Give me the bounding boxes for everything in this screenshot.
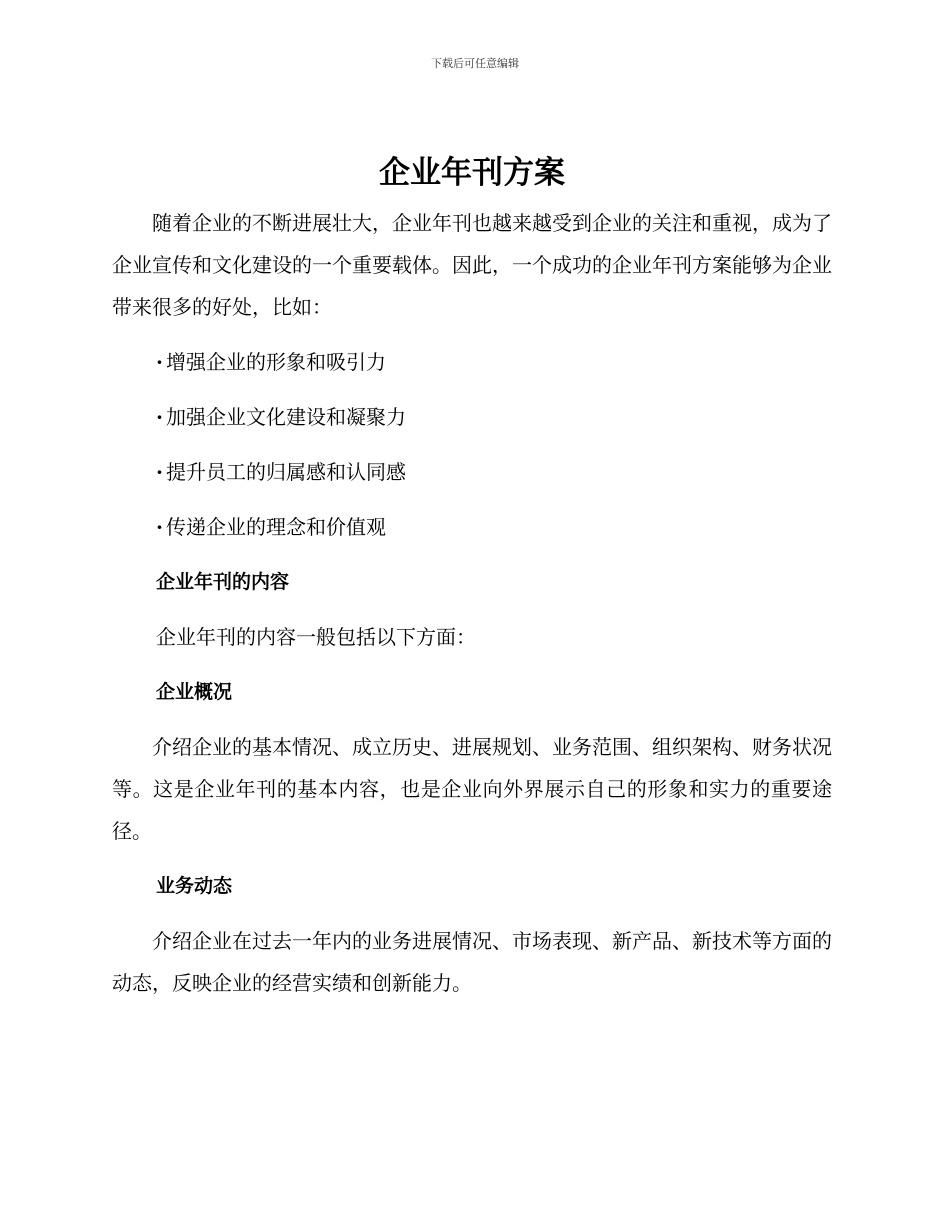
bullet-icon: ·: [156, 515, 163, 539]
document-title: 企业年刊方案: [379, 155, 565, 191]
section-text-overview: 介绍企业的基本情况、成立历史、进展规划、业务范围、组织架构、财务状况等。这是企业年刊的基本内容，也是企业向外界展示自己的形象和实力的重要途径。: [112, 735, 832, 843]
list-item-text: 传递企业的理念和价值观: [166, 515, 386, 539]
bullet-icon: ·: [156, 460, 163, 484]
list-item: [156, 506, 832, 548]
list-item-text: 提升员工的归属感和认同感: [166, 460, 406, 484]
list-item-text: 增强企业的形象和吸引力: [166, 350, 386, 374]
document-body: [112, 148, 832, 1004]
section-text-content: 企业年刊的内容一般包括以下方面：: [156, 625, 476, 649]
list-item: [156, 451, 832, 493]
header-note: 下载后可任意编辑: [431, 57, 519, 70]
bullet-icon: ·: [156, 405, 163, 429]
bullet-icon: ·: [156, 350, 163, 374]
intro-paragraph: 随着企业的不断进展壮大，企业年刊也越来越受到企业的关注和重视，成为了企业宣传和文化建设的一个重要载体。因此，一个成功的企业年刊方案能够为企业带来很多的好处，比如：: [112, 211, 832, 319]
list-item: [156, 341, 832, 383]
benefit-list: [112, 341, 832, 548]
list-item-text: 加强企业文化建设和凝聚力: [166, 405, 406, 429]
section-text-business: 介绍企业在过去一年内的业务进展情况、市场表现、新产品、新技术等方面的动态，反映企业的经营实绩和创新能力。: [112, 929, 832, 995]
list-item: [156, 396, 832, 438]
section-heading-overview: 企业概况: [156, 681, 233, 703]
section-heading-content: 企业年刊的内容: [156, 571, 290, 593]
section-heading-business: 业务动态: [156, 875, 233, 897]
